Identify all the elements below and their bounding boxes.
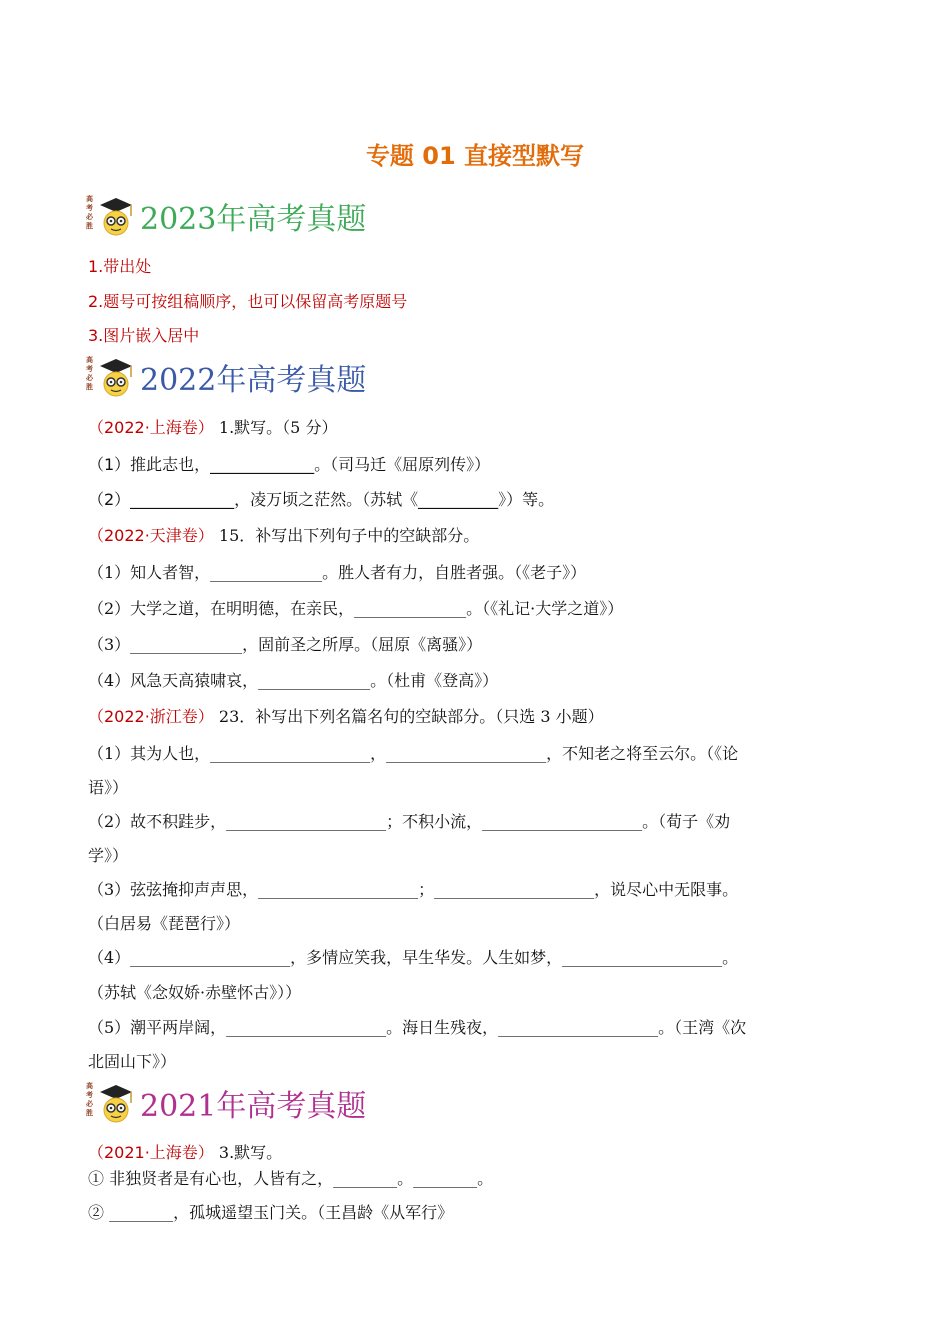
question-stem (88, 1140, 282, 1163)
banner-2022-text: 2022年高考真题 (140, 363, 367, 398)
question-stem (88, 415, 337, 438)
question-item: （4）____________________，多情应笑我，早生华发。人生如梦，____________________。 (88, 948, 739, 967)
note-3: 3.图片嵌入居中 (88, 326, 200, 345)
banner-2022 (86, 355, 366, 399)
stem-text: 3.默写。 (218, 1143, 283, 1162)
source-tag: （2022·上海卷） (88, 418, 214, 437)
question-item: （2）大学之道，在明明德，在亲民，______________。（《礼记·大学之道》） (88, 599, 624, 618)
source-tag: （2022·浙江卷） (88, 707, 214, 726)
stem-text: 1.默写。（5 分） (218, 418, 338, 437)
question-item-continued: 学》） (88, 846, 129, 865)
question-item: （4）风急天高猿啸哀，______________。（杜甫《登高》） (88, 671, 499, 690)
document-title: 专题 01 直接型默写 (365, 142, 585, 170)
stem-text: 23．补写出下列名篇名句的空缺部分。（只选 3 小题） (218, 707, 604, 726)
question-item: ① 非独贤者是有心也，人皆有之，________。________。 (88, 1169, 494, 1188)
question-item: （5）潮平两岸阔，____________________。海日生残夜，____________________。（王湾《次 (88, 1018, 747, 1037)
question-item: ② ________，孤城遥望玉门关。（王昌龄《从军行》 (88, 1203, 454, 1222)
question-item: （3）______________，固前圣之所厚。（屈原《离骚》） (88, 635, 483, 654)
question-item-continued: （苏轼《念奴娇·赤壁怀古》）） (88, 983, 302, 1002)
exam-badge-icon: 高考必胜 (86, 1081, 138, 1125)
question-item-continued: （白居易《琵琶行》） (88, 914, 241, 933)
question-item: （1）推此志也，_____________。（司马迁《屈原列传》） (88, 455, 491, 474)
question-item: （2）_____________，凌万顷之茫然。（苏轼《__________》）等。 (88, 490, 555, 509)
stem-text: 15．补写出下列句子中的空缺部分。 (218, 526, 480, 545)
source-tag: （2022·天津卷） (88, 526, 214, 545)
banner-2023-text: 2023年高考真题 (140, 202, 367, 237)
note-1: 1.带出处 (88, 257, 152, 276)
note-2: 2.题号可按组稿顺序，也可以保留高考原题号 (88, 292, 408, 311)
banner-2021 (86, 1081, 366, 1125)
question-item: （1）其为人也，____________________，____________________，不知老之将至云尔。（《论 (88, 744, 739, 763)
question-item-continued: 语》） (88, 778, 129, 797)
question-item: （3）弦弦掩抑声声思，____________________；____________________，说尽心中无限事。 (88, 880, 739, 899)
question-item: （1）知人者智，______________。胜人者有力，自胜者强。（《老子》） (88, 563, 587, 582)
exam-badge-icon: 高考必胜 (86, 355, 138, 399)
exam-badge-icon: 高考必胜 (86, 194, 138, 238)
question-item: （2）故不积跬步，____________________；不积小流，____________________。（荀子《劝 (88, 812, 731, 831)
question-item-continued: 北固山下》） (88, 1052, 177, 1071)
banner-2023 (86, 194, 366, 238)
source-tag: （2021·上海卷） (88, 1143, 214, 1162)
question-stem (88, 704, 604, 727)
banner-2021-text: 2021年高考真题 (140, 1089, 367, 1124)
question-stem (88, 523, 479, 546)
